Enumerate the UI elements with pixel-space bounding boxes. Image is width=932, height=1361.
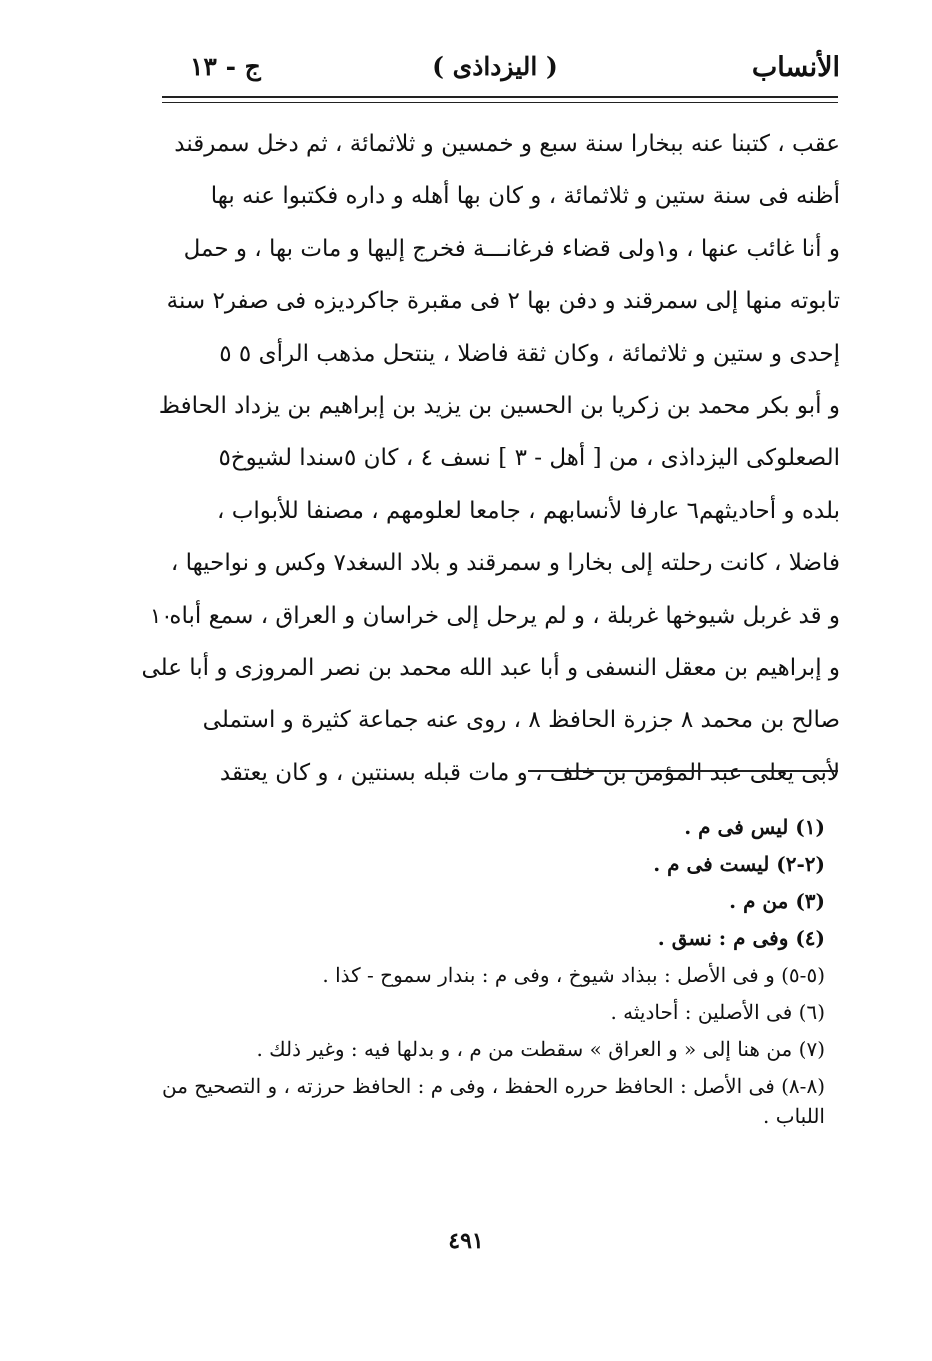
footnote: (٤) وفى م : نسق .	[657, 926, 825, 950]
text-line: و إبراهيم بن معقل النسفى و أبا عبد الله محمد بن نصر المروزى و أبا على	[141, 654, 840, 681]
text-line: إحدى و ستين و ثلاثمائة ، وكان ثقة فاضلا ، ينتحل مذهب الرأى ٥ ٥	[219, 340, 840, 367]
text-line: صالح بن محمد ٨ جزرة الحافظ ٨ ، روى عنه جماعة كثيرة و استملى	[202, 707, 840, 734]
line-number: ١٠	[150, 603, 173, 628]
main-text	[141, 118, 840, 799]
footnote: (٧) من هنا إلى « و العراق » سقطت من م ، و بدلها فيه : وغير ذلك .	[256, 1037, 825, 1061]
text-line: و قد غربل شيوخها غربلة ، و لم يرحل إلى خراسان و العراق ، سمع أباه ١٠	[150, 590, 840, 642]
text-line: فاضلا ، كانت رحلته إلى بخارا و سمرقند و بلاد السغد٧ وكس و نواحيها ،	[170, 550, 840, 577]
footnote: (٦) فى الأصلين : أحاديثه .	[610, 1000, 825, 1024]
book-title: الأنساب	[751, 52, 840, 83]
text-line: و أبو بكر محمد بن زكريا بن الحسين بن يزيد بن إبراهيم بن يزداد الحافظ	[158, 392, 840, 419]
volume-label: ج - ١٣	[190, 52, 261, 81]
text-line: لأبى يعلى عبد المؤمن بن خلف ، و مات قبله بسنتين ، و كان يعتقد	[219, 759, 840, 786]
entry-title: ( اليزداذى )	[432, 52, 558, 81]
text-line: و أنا غائب عنها ، و١ولى قضاء فرغانـــة فخرج إليها و مات بها ، و حمل	[183, 235, 840, 262]
text-line: أظنه فى سنة ستين و ثلاثمائة ، و كان بها أهله و داره فكتبوا عنه بها	[210, 183, 840, 210]
header-rule-thin	[162, 102, 838, 103]
header-rule	[162, 96, 838, 98]
text-line: عقب ، كتبنا عنه ببخارا سنة سبع و خمسين و ثلاثمائة ، ثم دخل سمرقند	[174, 131, 840, 157]
page-header	[150, 52, 840, 96]
text-line: بلده و أحاديثهم٦ عارفا لأنسابهم ، جامعا لعلومهم ، مصنفا للأبواب ،	[217, 497, 840, 524]
footnote-separator	[528, 770, 838, 772]
footnote: (٨-٨) فى الأصل : الحافظ حرره الحفظ ، وفى م : الحافظ حرزته ، و التصحيح من اللباب .	[161, 1074, 825, 1128]
text-line: تابوته منها إلى سمرقند و دفن بها ٢ فى مقبرة جاكرديزه فى صفر٢ سنة	[166, 288, 840, 315]
text-line: الصعلوكى اليزداذى ، من [ أهل - ٣ ] نسف ٤ ، كان ٥سندا لشيوخ٥	[218, 445, 840, 472]
page-number: ٤٩١	[448, 1228, 484, 1254]
footnote: (٥-٥) و فى الأصل : ببذاد شيوخ ، وفى م : بندار سموح - كذا .	[322, 963, 825, 987]
footnote: (١) ليس فى م .	[684, 815, 825, 839]
footnotes	[160, 812, 825, 1131]
footnote: (٢-٢) ليست فى م .	[653, 852, 825, 876]
footnote: (٣) من م .	[729, 889, 825, 913]
